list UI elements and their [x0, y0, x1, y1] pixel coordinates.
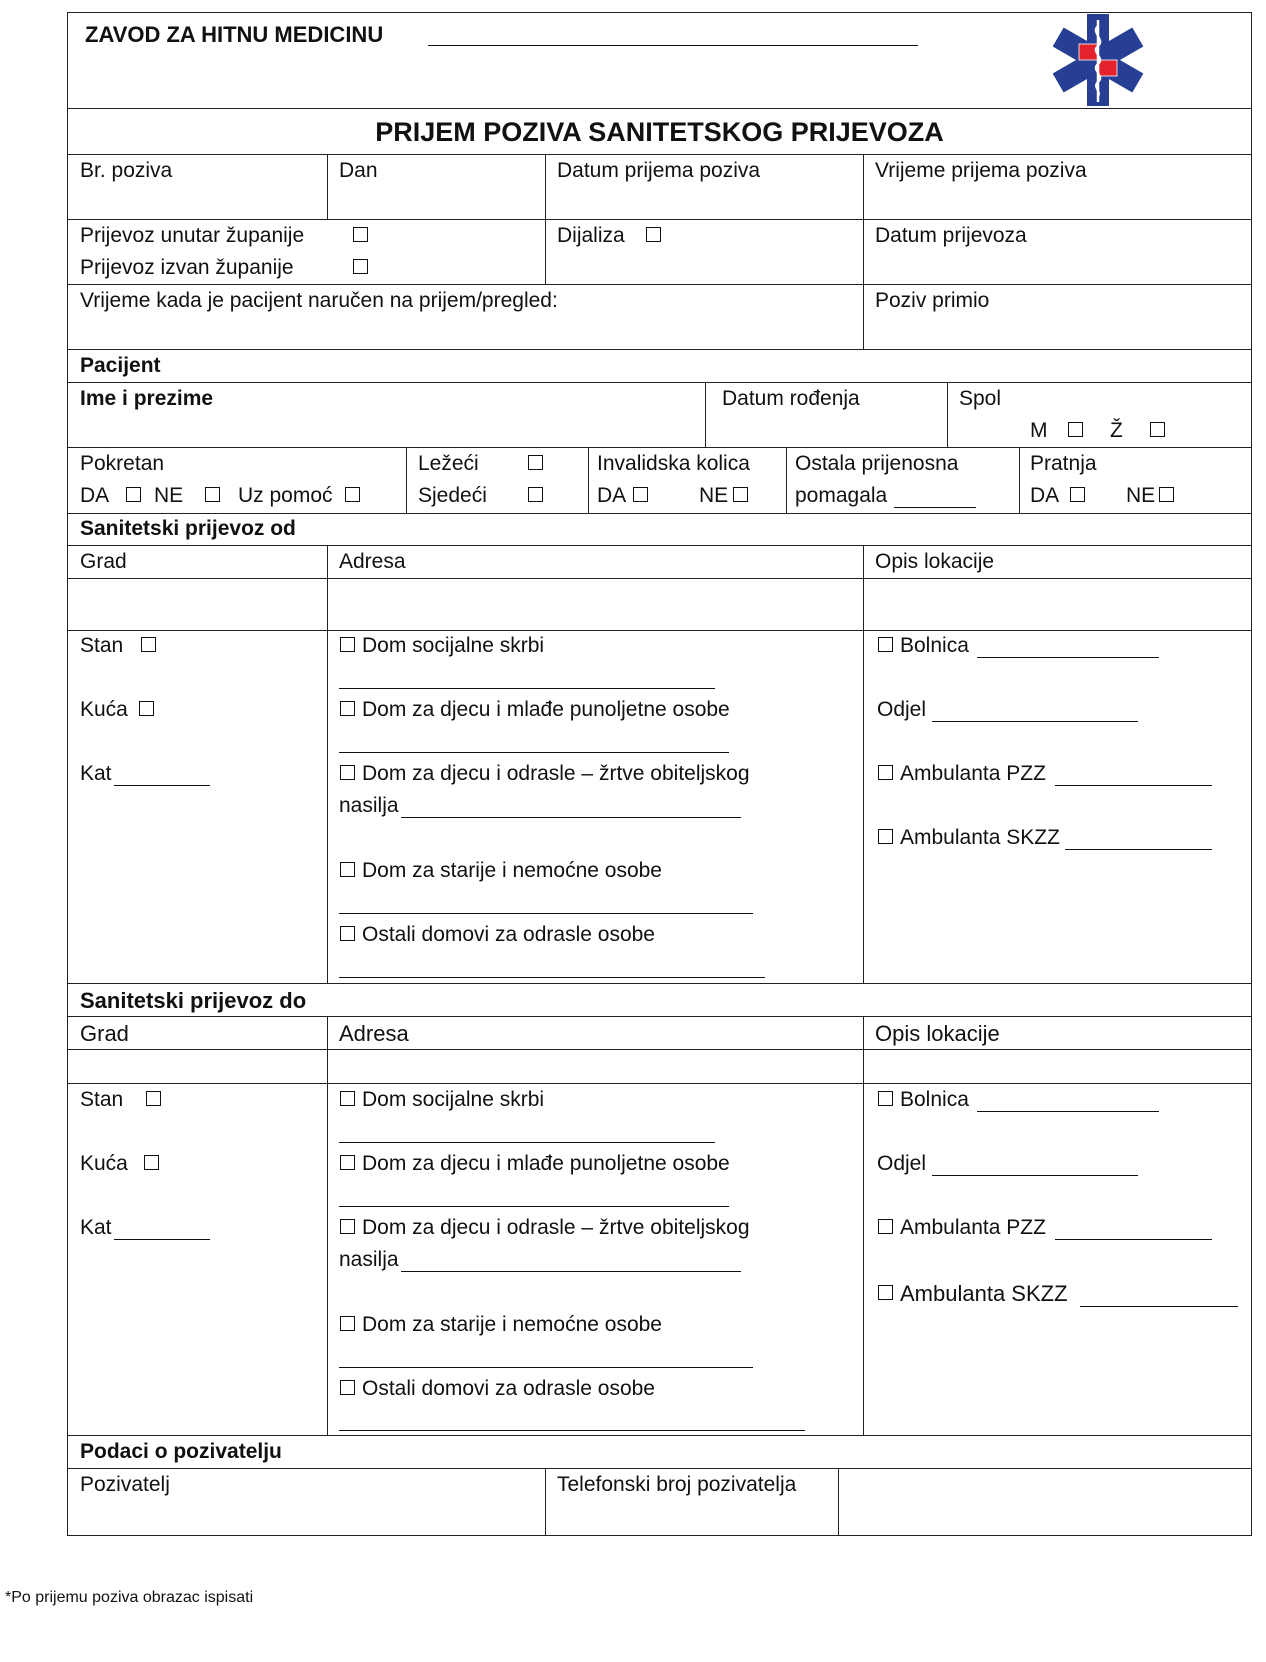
transport-from-section-title: Sanitetski prijevoz od — [80, 517, 296, 540]
to-address-label: Adresa — [339, 1021, 409, 1046]
divider — [786, 447, 787, 513]
from-floor-label: Kat — [80, 762, 112, 785]
from-home-elderly-checkbox[interactable] — [340, 862, 355, 877]
from-address-label: Adresa — [339, 550, 406, 573]
from-home-violence-checkbox[interactable] — [340, 765, 355, 780]
to-home-social-care-checkbox[interactable] — [340, 1091, 355, 1106]
divider — [67, 284, 1252, 285]
to-clinic-skzz-label: Ambulanta SKZZ — [900, 1281, 1068, 1306]
from-apartment-label: Stan — [80, 634, 124, 657]
divider — [588, 447, 589, 513]
divider — [947, 382, 948, 447]
to-home-elderly-checkbox[interactable] — [340, 1316, 355, 1331]
to-home-violence-label: Dom za djecu i odrasle – žrtve obiteljskog — [362, 1216, 750, 1239]
from-clinic-skzz-label: Ambulanta SKZZ — [900, 826, 1060, 849]
to-hospital-checkbox[interactable] — [878, 1091, 893, 1106]
lying-checkbox[interactable] — [528, 455, 543, 470]
day-label: Dan — [339, 159, 378, 182]
sitting-label: Sjedeći — [418, 484, 487, 507]
divider — [327, 545, 328, 983]
caller-label: Pozivatelj — [80, 1473, 170, 1496]
escort-no-checkbox[interactable] — [1159, 487, 1174, 502]
lying-label: Ležeći — [418, 452, 479, 475]
wheelchair-yes-label: DA — [597, 484, 627, 507]
wheelchair-yes-checkbox[interactable] — [633, 487, 648, 502]
mobile-yes-label: DA — [80, 484, 110, 507]
to-floor-label: Kat — [80, 1216, 112, 1239]
to-home-other-field[interactable] — [339, 1430, 805, 1431]
from-home-other-label: Ostali domovi za odrasle osobe — [362, 923, 655, 946]
transport-outside-county-checkbox[interactable] — [353, 259, 368, 274]
to-home-youth-field[interactable] — [339, 1206, 729, 1207]
from-city-label: Grad — [80, 550, 127, 573]
divider — [863, 1016, 864, 1435]
to-clinic-pzz-field[interactable] — [1055, 1239, 1212, 1240]
form-title: PRIJEM POZIVA SANITETSKOG PRIJEVOZA — [375, 117, 944, 147]
divider — [67, 382, 1252, 383]
transport-outside-county-label: Prijevoz izvan županije — [80, 256, 294, 279]
divider — [67, 1083, 1252, 1084]
from-floor-field[interactable] — [114, 785, 210, 786]
divider — [406, 447, 407, 513]
from-house-label: Kuća — [80, 698, 128, 721]
escort-no-label: NE — [1126, 484, 1156, 507]
to-apartment-checkbox[interactable] — [146, 1091, 161, 1106]
sex-male-label: M — [1030, 419, 1048, 442]
wheelchair-label: Invalidska kolica — [597, 452, 750, 475]
to-floor-field[interactable] — [114, 1239, 210, 1240]
to-department-field[interactable] — [932, 1175, 1138, 1176]
divider — [1019, 447, 1020, 513]
divider — [705, 382, 706, 447]
from-clinic-pzz-checkbox[interactable] — [878, 765, 893, 780]
mobile-yes-checkbox[interactable] — [126, 487, 141, 502]
divider — [327, 1016, 328, 1435]
divider — [67, 349, 1252, 350]
to-location-desc-label: Opis lokacije — [875, 1021, 1000, 1046]
to-clinic-pzz-checkbox[interactable] — [878, 1219, 893, 1234]
call-received-by-label: Poziv primio — [875, 289, 990, 312]
divider — [67, 219, 1252, 220]
organization-name: ZAVOD ZA HITNU MEDICINU — [85, 22, 384, 47]
divider — [863, 154, 864, 349]
escort-yes-label: DA — [1030, 484, 1060, 507]
divider — [67, 545, 1252, 546]
divider — [545, 1468, 546, 1536]
to-house-checkbox[interactable] — [144, 1155, 159, 1170]
to-home-elderly-field[interactable] — [339, 1367, 753, 1368]
from-home-violence-label-2: nasilja — [339, 794, 399, 817]
from-hospital-field[interactable] — [977, 657, 1159, 658]
to-home-other-checkbox[interactable] — [340, 1380, 355, 1395]
caller-phone-field[interactable] — [850, 1470, 1250, 1534]
divider — [67, 630, 1252, 631]
other-aids-field[interactable] — [894, 507, 976, 508]
other-aids-label-2: pomagala — [795, 484, 888, 507]
mobile-no-label: NE — [154, 484, 184, 507]
call-date-label: Datum prijema poziva — [557, 159, 761, 182]
transport-within-county-label: Prijevoz unutar županije — [80, 224, 305, 247]
from-department-label: Odjel — [877, 698, 927, 721]
wheelchair-no-checkbox[interactable] — [733, 487, 748, 502]
to-house-label: Kuća — [80, 1152, 128, 1175]
divider — [67, 1435, 1252, 1436]
call-time-label: Vrijeme prijema poziva — [875, 159, 1087, 182]
to-home-social-care-field[interactable] — [339, 1142, 715, 1143]
organization-unit-field[interactable] — [428, 45, 918, 46]
to-clinic-pzz-label: Ambulanta PZZ — [900, 1216, 1046, 1239]
divider — [67, 1016, 1252, 1017]
from-home-elderly-field[interactable] — [339, 913, 753, 914]
divider — [67, 108, 1252, 109]
with-help-checkbox[interactable] — [345, 487, 360, 502]
to-hospital-field[interactable] — [977, 1111, 1159, 1112]
escort-yes-checkbox[interactable] — [1070, 487, 1085, 502]
call-number-label: Br. poziva — [80, 159, 173, 182]
mobile-label: Pokretan — [80, 452, 165, 475]
patient-section-title: Pacijent — [80, 354, 161, 377]
from-hospital-checkbox[interactable] — [878, 637, 893, 652]
from-home-social-care-label: Dom socijalne skrbi — [362, 634, 545, 657]
divider — [838, 1468, 839, 1536]
divider — [67, 154, 1252, 155]
to-home-violence-label-2: nasilja — [339, 1248, 399, 1271]
from-home-other-field[interactable] — [339, 977, 765, 978]
divider — [327, 154, 328, 219]
sex-label: Spol — [959, 387, 1002, 410]
to-home-youth-label: Dom za djecu i mlađe punoljetne osobe — [362, 1152, 730, 1175]
to-home-social-care-label: Dom socijalne skrbi — [362, 1088, 545, 1111]
divider — [67, 1049, 1252, 1050]
divider — [67, 983, 1252, 984]
from-home-youth-label: Dom za djecu i mlađe punoljetne osobe — [362, 698, 730, 721]
divider — [67, 1468, 1252, 1469]
to-department-label: Odjel — [877, 1152, 927, 1175]
to-home-other-label: Ostali domovi za odrasle osobe — [362, 1377, 655, 1400]
full-name-label: Ime i prezime — [80, 387, 214, 410]
from-home-youth-checkbox[interactable] — [340, 701, 355, 716]
sex-female-label: Ž — [1110, 419, 1123, 442]
to-hospital-label: Bolnica — [900, 1088, 969, 1111]
divider — [863, 545, 864, 983]
from-clinic-skzz-field[interactable] — [1065, 849, 1212, 850]
from-clinic-pzz-field[interactable] — [1055, 785, 1212, 786]
from-clinic-skzz-checkbox[interactable] — [878, 829, 893, 844]
sex-male-checkbox[interactable] — [1068, 422, 1083, 437]
from-home-social-care-checkbox[interactable] — [340, 637, 355, 652]
to-clinic-skzz-checkbox[interactable] — [878, 1285, 893, 1300]
divider — [67, 513, 1252, 514]
mobile-no-checkbox[interactable] — [205, 487, 220, 502]
caller-phone-label: Telefonski broj pozivatelja — [557, 1473, 797, 1496]
divider — [67, 447, 1252, 448]
from-home-other-checkbox[interactable] — [340, 926, 355, 941]
wheelchair-no-label: NE — [699, 484, 729, 507]
from-house-checkbox[interactable] — [139, 701, 154, 716]
to-home-youth-checkbox[interactable] — [340, 1155, 355, 1170]
transport-date-label: Datum prijevoza — [875, 224, 1027, 247]
other-aids-label: Ostala prijenosna — [795, 452, 959, 475]
star-of-life-icon — [1050, 14, 1146, 106]
with-help-label: Uz pomoć — [238, 484, 333, 507]
dialysis-checkbox[interactable] — [646, 227, 661, 242]
sitting-checkbox[interactable] — [528, 487, 543, 502]
to-home-violence-checkbox[interactable] — [340, 1219, 355, 1234]
to-apartment-label: Stan — [80, 1088, 124, 1111]
divider — [67, 578, 1252, 579]
sex-female-checkbox[interactable] — [1150, 422, 1165, 437]
transport-within-county-checkbox[interactable] — [353, 227, 368, 242]
caller-section-title: Podaci o pozivatelju — [80, 1440, 282, 1463]
transport-to-section-title: Sanitetski prijevoz do — [80, 988, 307, 1013]
to-city-label: Grad — [80, 1021, 129, 1046]
to-clinic-skzz-field[interactable] — [1080, 1306, 1238, 1307]
from-apartment-checkbox[interactable] — [141, 637, 156, 652]
from-home-youth-field[interactable] — [339, 752, 729, 753]
from-home-elderly-label: Dom za starije i nemoćne osobe — [362, 859, 662, 882]
from-location-desc-label: Opis lokacije — [875, 550, 995, 573]
to-home-elderly-label: Dom za starije i nemoćne osobe — [362, 1313, 662, 1336]
from-clinic-pzz-label: Ambulanta PZZ — [900, 762, 1046, 785]
from-home-violence-field[interactable] — [401, 817, 741, 818]
birth-date-label: Datum rođenja — [722, 387, 860, 410]
divider — [545, 154, 546, 284]
from-hospital-label: Bolnica — [900, 634, 969, 657]
from-home-violence-label: Dom za djecu i odrasle – žrtve obiteljskog — [362, 762, 750, 785]
from-home-social-care-field[interactable] — [339, 688, 715, 689]
dialysis-label: Dijaliza — [557, 224, 625, 247]
footnote: *Po prijemu poziva obrazac ispisati — [5, 1589, 254, 1606]
star-of-life-logo — [1050, 14, 1146, 106]
escort-label: Pratnja — [1030, 452, 1097, 475]
from-department-field[interactable] — [932, 721, 1138, 722]
appointment-time-label: Vrijeme kada je pacijent naručen na prijem/pregled: — [80, 289, 558, 312]
to-home-violence-field[interactable] — [401, 1271, 741, 1272]
